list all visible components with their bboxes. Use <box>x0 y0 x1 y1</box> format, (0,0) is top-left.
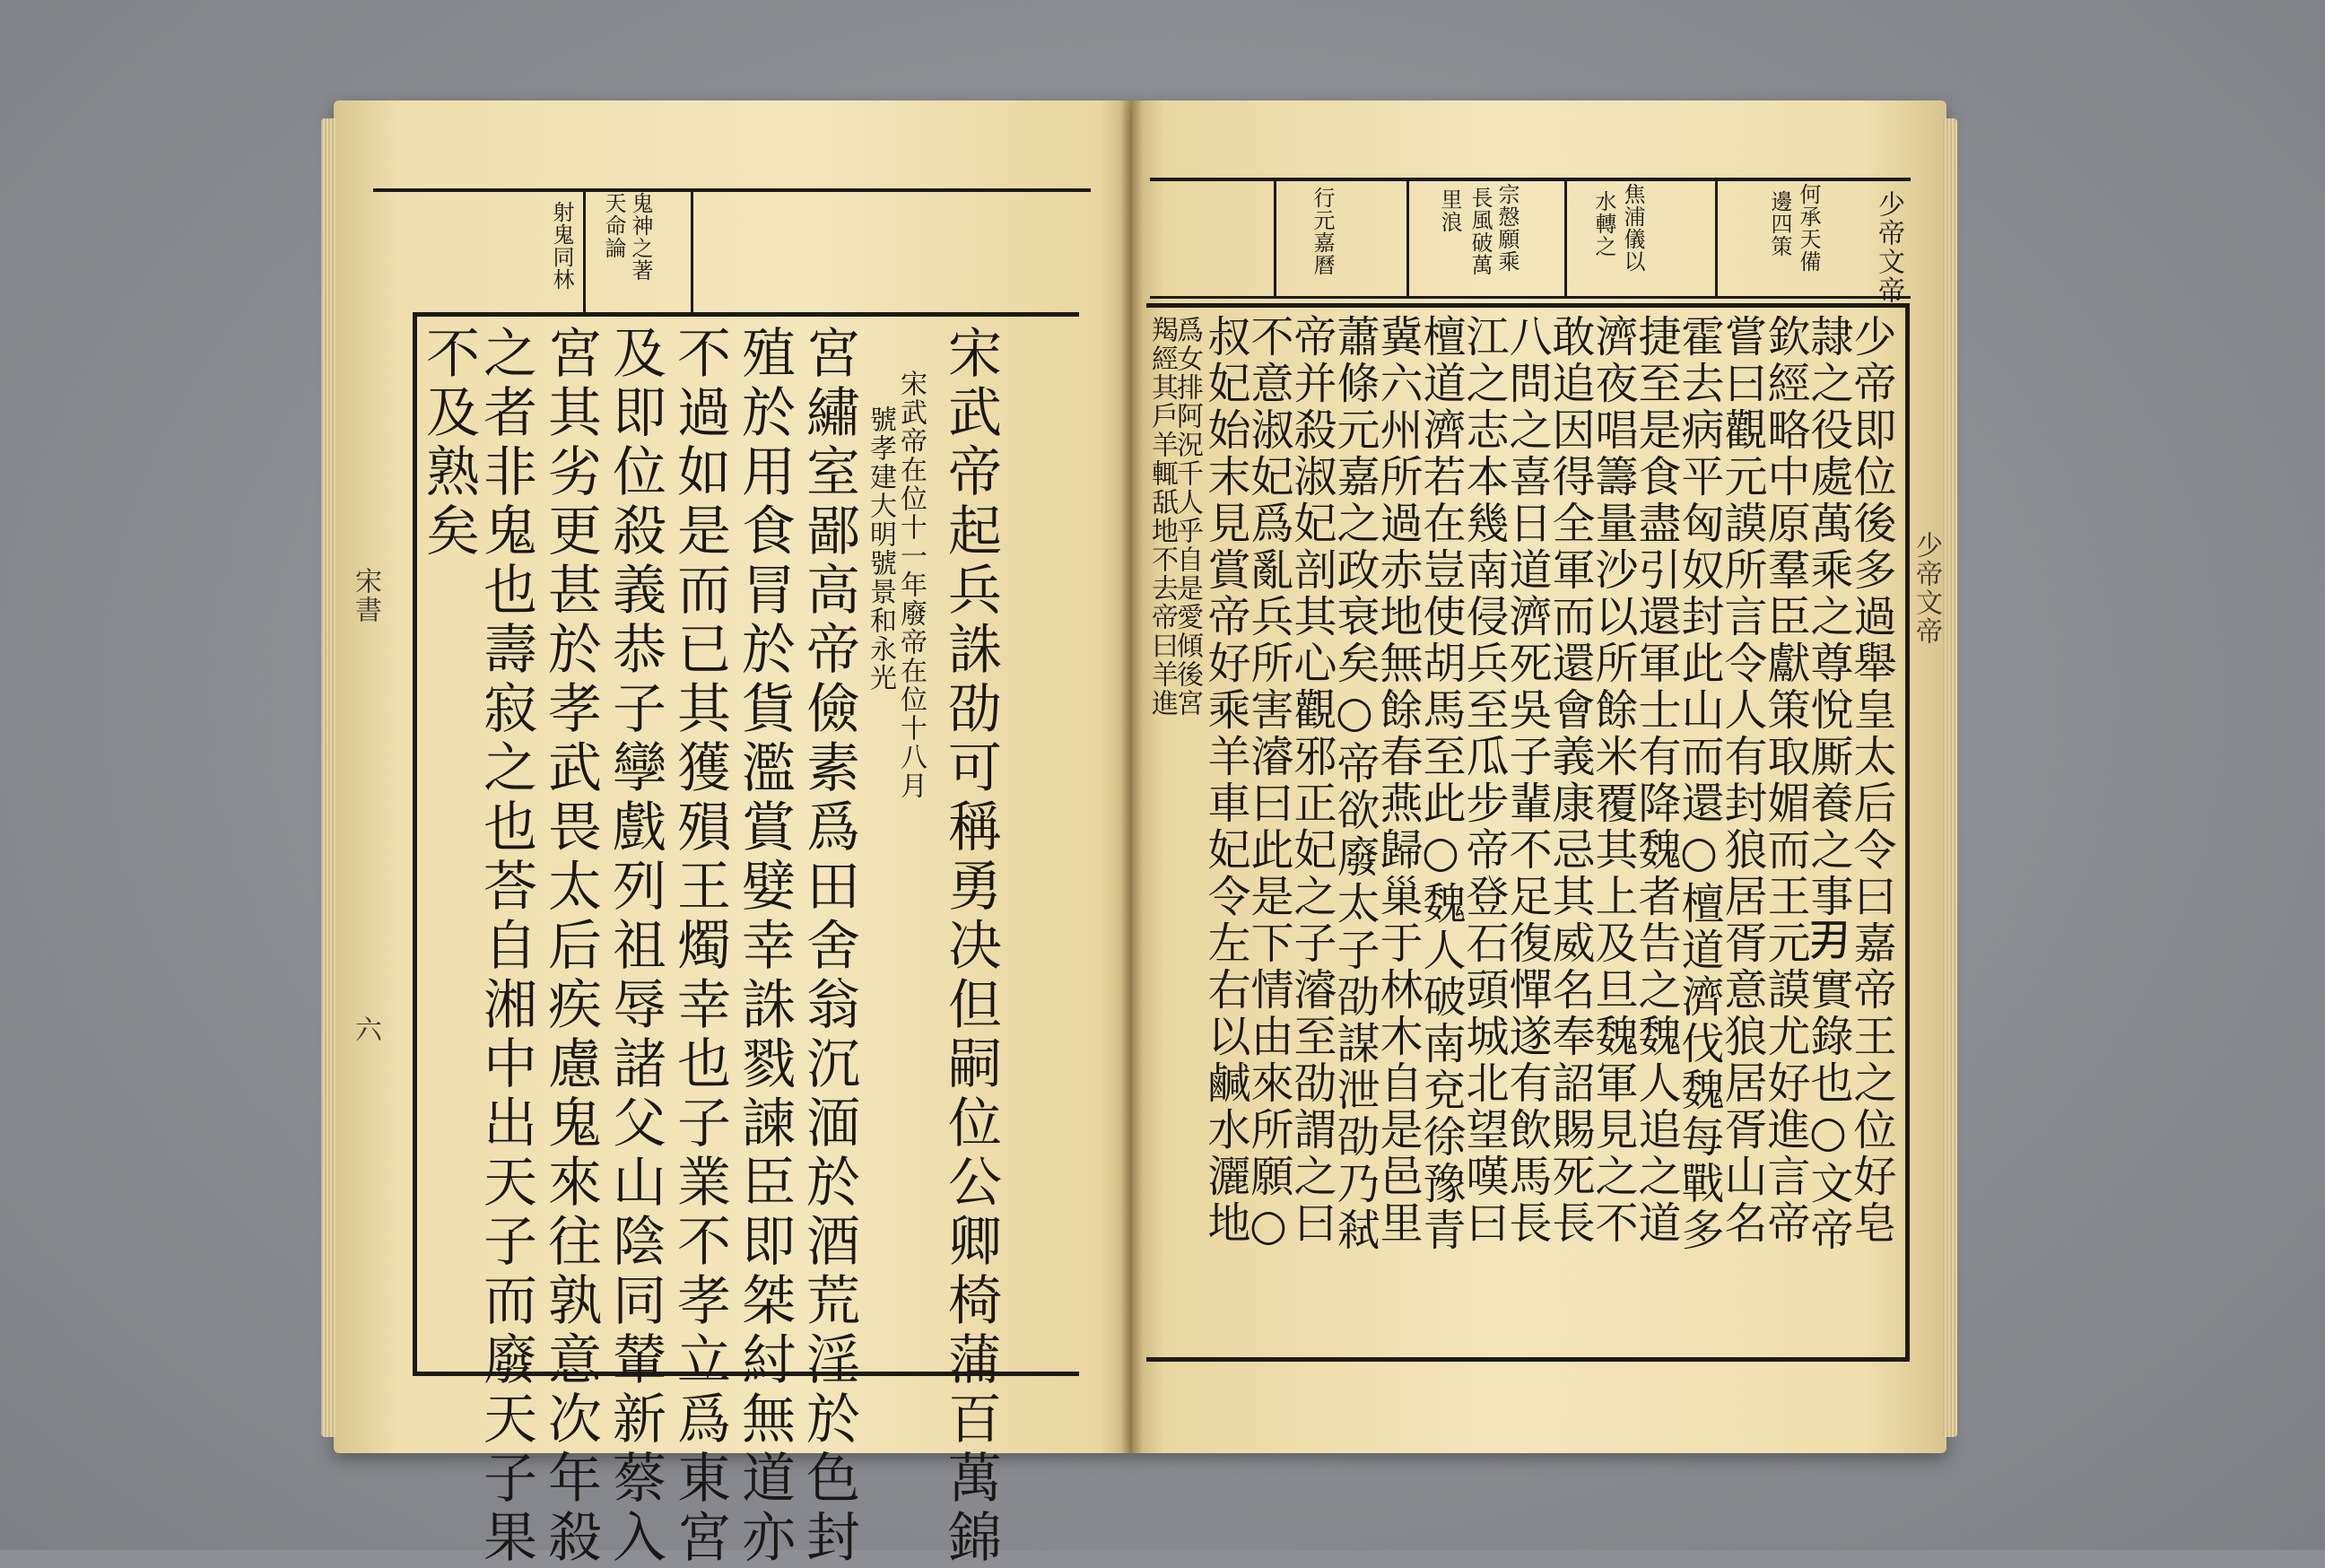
margin-book-title: 宋書 <box>350 567 381 624</box>
text-column: 少帝即位後多過舉皇太后令曰嘉帝王之位好皂 <box>1846 314 1896 1247</box>
text-column: 不及熟矣 <box>417 325 480 562</box>
text-column: 及即位殺義恭子孿戲列祖辱諸父山陰同輦新蔡入 <box>604 325 666 1568</box>
text-column: 江之志本幾南侵兵至瓜步帝登石頭城北望嘆曰 <box>1459 314 1509 1247</box>
text-column: 霍去病平匈奴封此山而還○檀道濟伐魏每戰多 <box>1674 314 1724 1254</box>
text-column: 欽經略中原羣臣獻策取媚而王元謨尤好進言帝 <box>1760 314 1810 1247</box>
header-note: 長風破萬 <box>1467 187 1493 276</box>
header-note: 射鬼同林 <box>549 201 574 291</box>
text-column: 隷之役處萬乘之尊悅厮養之事𭃂實錄也○文帝 <box>1803 314 1853 1254</box>
text-column: 不過如是而已其獲殞王燭幸也子業不孝立爲東宮 <box>668 325 731 1568</box>
text-column: 叔妃始末見賞帝好乘羊車妃令左右以鹹水灑地 <box>1200 314 1250 1247</box>
left-top-rule <box>373 188 1091 192</box>
open-book <box>334 100 1946 1568</box>
left-page-edges <box>321 118 335 1437</box>
text-column: 不意淑妃爲亂兵所害濬曰此是下情由來所願○ <box>1243 314 1293 1254</box>
text-column: 宮繡室鄙高帝儉素爲田舍翁沉湎於酒荒淫於色封 <box>797 325 860 1568</box>
text-column: 嘗曰觀元謨所言令人有封狼居胥意狼居胥山名 <box>1717 314 1767 1247</box>
sub-heading: 宋武帝在位十一年廢帝在位十八月 <box>895 370 927 800</box>
header-note: 邊四策 <box>1767 190 1792 257</box>
header-note: 天命論 <box>601 192 626 259</box>
right-band-bottom-rule <box>1150 296 1911 299</box>
right-band-divider <box>1274 178 1276 298</box>
text-column: 濟夜唱籌量沙以所餘米覆其上及旦魏軍見之不 <box>1588 314 1638 1247</box>
sub-heading: 號孝建大明號景和永光 <box>865 405 896 693</box>
header-note: 焦浦儀以 <box>1620 183 1645 273</box>
text-column: 檀道濟若在豈使胡馬至此○魏人破南兗徐豫青 <box>1415 314 1466 1254</box>
top-heading: 少帝文帝 <box>1873 190 1904 305</box>
text-column: 殖於用食冐於貨濫賞嬖幸誅戮諫臣即桀紂無道亦 <box>733 325 796 1568</box>
text-column: 宋武帝起兵誅劭可稱勇决但嗣位公卿椅蒲百萬錦 <box>939 325 1002 1568</box>
text-column-small: 羯經其戶羊輒舐地不去帝曰羊進 <box>1146 316 1178 718</box>
header-note: 里浪 <box>1437 188 1462 233</box>
text-column: 之者非鬼也壽寂之也荅自湘中出天子而廢天子果 <box>475 325 537 1568</box>
book-gutter <box>1121 100 1143 1453</box>
header-note: 行元嘉曆 <box>1310 187 1335 276</box>
text-column: 蕭條元嘉之政衰矣○帝欲廢太子劭謀泄劭乃弒 <box>1329 314 1380 1254</box>
margin-fold-label: 少帝文帝 <box>1911 531 1942 646</box>
text-column: 冀六州所過赤地無餘春燕歸巢于林木自是邑里 <box>1372 314 1423 1247</box>
text-column: 帝并殺淑妃剖其心觀邪正妃之子濬至劭謂之曰 <box>1286 314 1337 1247</box>
text-column: 宮其劣更甚於孝武畏太后疾慮鬼來往孰意次年殺 <box>539 325 602 1568</box>
text-column: 八問之喜日道濟死吳子輩不足復憚遂有飲馬長 <box>1502 314 1552 1247</box>
margin-page-number: 六 <box>350 1015 381 1044</box>
right-top-rule <box>1150 178 1911 181</box>
right-band-divider <box>1715 178 1718 298</box>
header-note: 宗慤願乘 <box>1494 183 1520 273</box>
header-note: 何承天備 <box>1796 183 1821 273</box>
header-note: 水轉之 <box>1591 190 1616 257</box>
text-column-small: 爲女排阿況千人乎自是愛傾後宮 <box>1171 316 1203 718</box>
text-column: 捷至是食盡引還軍士有降魏者告之魏人追之道 <box>1631 314 1681 1247</box>
right-page-edges <box>1943 118 1957 1437</box>
left-band-divider <box>583 188 586 312</box>
right-band-divider <box>1564 178 1567 298</box>
right-band-divider <box>1406 178 1409 298</box>
header-note: 鬼神之著 <box>628 192 653 282</box>
text-column: 敢追因得全軍而還會義康忌其威名奉詔賜死長 <box>1545 314 1595 1247</box>
left-band-divider <box>691 188 693 312</box>
